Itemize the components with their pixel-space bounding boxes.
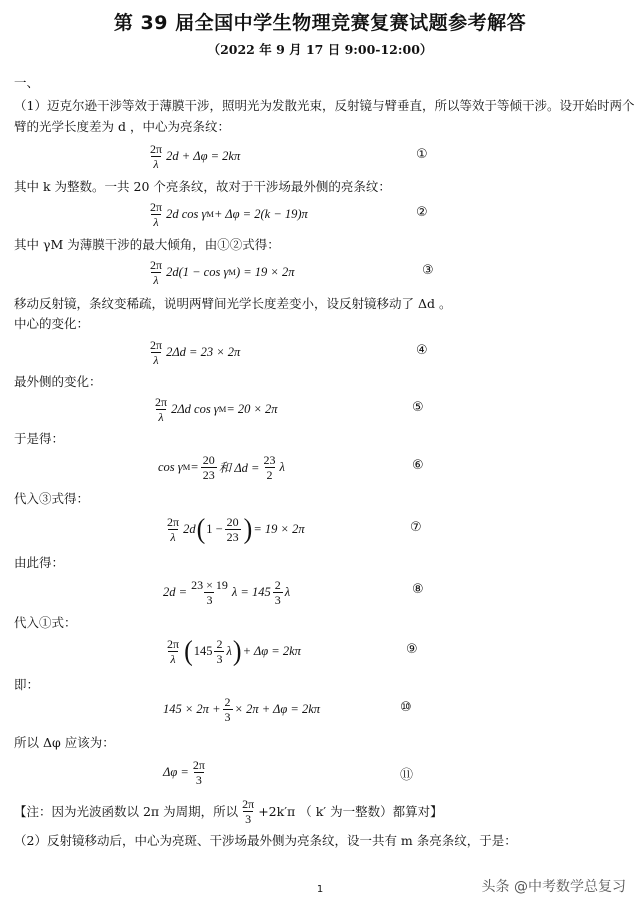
page-number: 1	[316, 884, 324, 895]
paragraph-intro-2: 臂的光学长度差为 d ，中心为亮条纹：	[14, 119, 230, 134]
equation-11: Δφ = $\frac{2\pi}{3}$	[163, 757, 205, 787]
equation-number-9: ⑨	[406, 642, 418, 657]
equation-number-10: ⑩	[400, 700, 412, 715]
equation-4: $\frac{2\pi}{\lambda}$ 2Δd = 23 × 2π	[150, 337, 241, 367]
equation-number-3: ③	[422, 263, 434, 278]
equation-6: cos γ M = $\frac{20}{23}$ 和 Δd = $\frac{23}{2}$ λ	[158, 452, 285, 482]
paragraph-11: 即：	[14, 677, 40, 692]
paragraph-10: 代入①式：	[14, 615, 77, 630]
paragraph-8: 代入③式得：	[14, 491, 90, 506]
section-marker: 一、	[14, 75, 40, 90]
page-title: 第 39 届全国中学生物理竞赛复赛试题参考解答	[113, 12, 527, 34]
equation-5: $\frac{2\pi}{\lambda}$ 2Δd cos γ M = 20 × 2π	[155, 394, 278, 424]
equation-number-6: ⑥	[412, 458, 424, 473]
paragraph-6: 最外侧的变化：	[14, 374, 102, 389]
equation-1: $\frac{2\pi}{\lambda}$ 2d + Δφ = 2kπ	[150, 141, 241, 171]
paragraph-3: 其中 γM 为薄膜干涉的最大倾角，由①②式得：	[14, 237, 280, 252]
equation-number-2: ②	[416, 205, 428, 220]
paragraph-4: 移动反射镜，条纹变稀疏，说明两臂间光学长度差变小，设反射镜移动了 Δd 。	[14, 296, 452, 311]
watermark: 头条 @中考数学总复习	[481, 879, 626, 895]
equation-number-1: ①	[416, 147, 428, 162]
equation-number-7: ⑦	[410, 520, 422, 535]
exam-date: （2022 年 9 月 17 日 9:00-12:00）	[207, 42, 433, 57]
equation-number-11: ⑪	[400, 768, 414, 783]
equation-number-4: ④	[416, 343, 428, 358]
equation-7: $\frac{2\pi}{\lambda}$ 2d ( 1 − $\frac{20}{23}$ ) = 19 × 2π	[167, 512, 305, 545]
equation-number-5: ⑤	[412, 400, 424, 415]
note-line: 【注：因为光波函数以 2π 为周期，所以 $\frac{2\pi}{3}$ +2k′π （ k′ 为一整数）都算对】	[14, 796, 443, 826]
equation-9: $\frac{2\pi}{\lambda}$ ( 145 $\frac{2}{3}$ λ ) + Δφ = 2kπ	[167, 634, 301, 667]
equation-8: 2d = $\frac{23 \times 19}{3}$ λ = 145 $\frac{2}{3}$ λ	[163, 577, 291, 607]
paragraph-9: 由此得：	[14, 555, 65, 570]
equation-10: 145 × 2π + $\frac{2}{3}$ × 2π + Δφ = 2kπ	[163, 694, 321, 724]
equation-3: $\frac{2\pi}{\lambda}$ 2d(1 − cos γ M ) = 19 × 2π	[150, 257, 295, 287]
paragraph-5: 中心的变化：	[14, 316, 90, 331]
paragraph-13: （2）反射镜移动后，中心为亮斑、干涉场最外侧为亮条纹，设一共有 m 条亮条纹，于是：	[14, 833, 517, 848]
paragraph-intro-1: （1）迈克尔逊干涉等效于薄膜干涉，照明光为发散光束，反射镜与臂垂直，所以等效于等倾干涉。设开始时两个	[14, 98, 635, 113]
paragraph-7: 于是得：	[14, 431, 65, 446]
equation-number-8: ⑧	[412, 582, 424, 597]
paragraph-2: 其中 k 为整数。一共 20 个亮条纹，故对于干涉场最外侧的亮条纹：	[14, 179, 391, 194]
paragraph-12: 所以 Δφ 应该为：	[14, 735, 115, 750]
equation-2: $\frac{2\pi}{\lambda}$ 2d cos γ M + Δφ = 2(k − 19)π	[150, 199, 308, 229]
